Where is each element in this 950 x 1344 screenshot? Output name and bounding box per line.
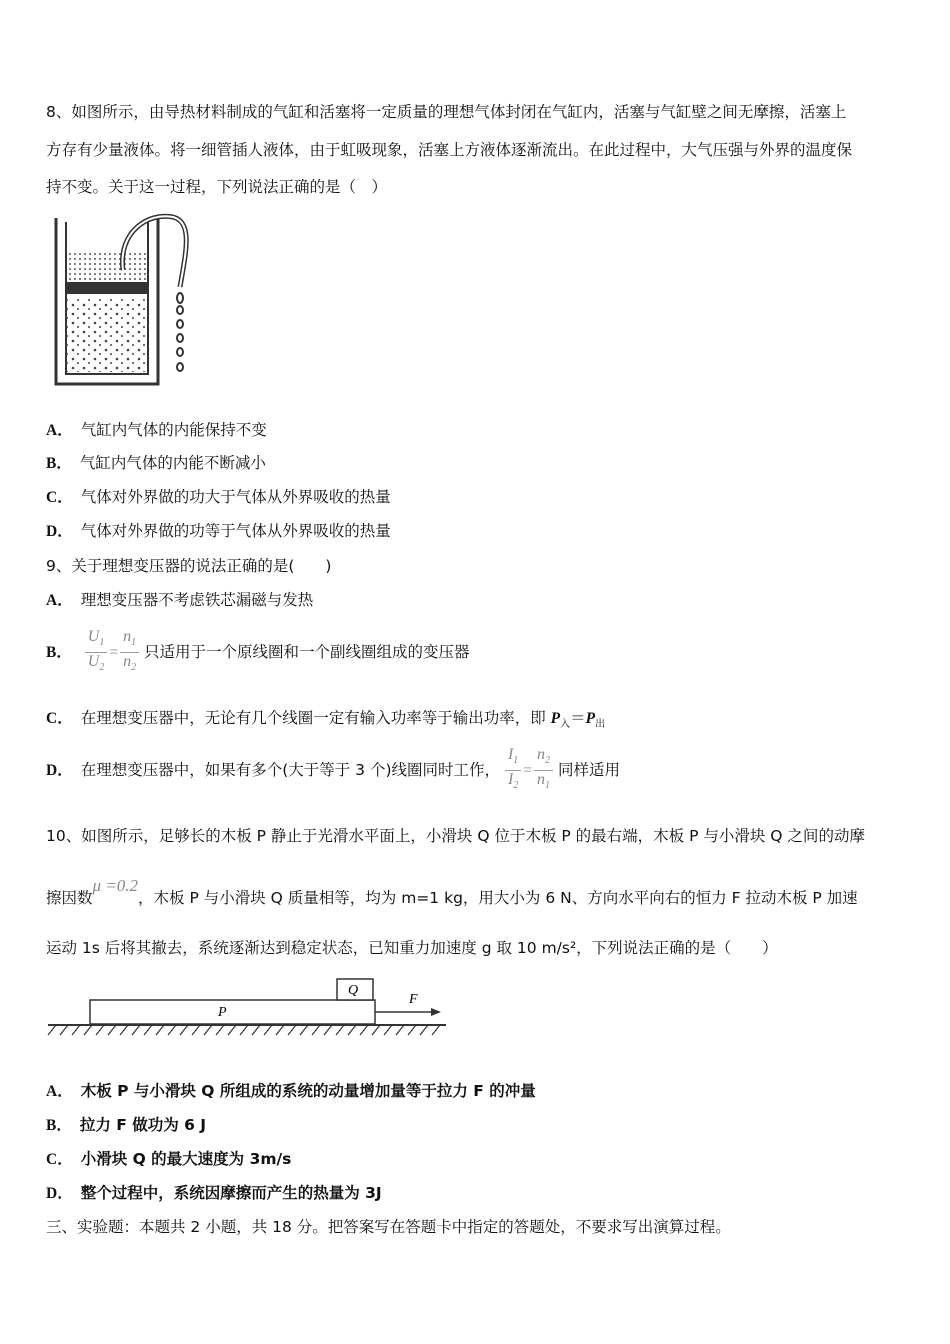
frac-den: n: [123, 653, 132, 671]
option-label: B．: [46, 644, 72, 662]
option-text: 拉力 F 做功为 6 J: [79, 1116, 207, 1134]
option-text: 同样适用: [557, 761, 620, 780]
option-text: 在理想变压器中，无论有几个线圈一定有输入功率等于输出功率，即: [80, 709, 551, 727]
frac-sub: 1: [545, 780, 551, 792]
option-label: C．: [46, 1151, 73, 1168]
option-text: 小滑块 Q 的最大速度为 3m/s: [80, 1150, 292, 1168]
q9-option-d: [46, 746, 620, 795]
q8-option-c: [46, 487, 391, 508]
equals-sign: ＝: [570, 709, 586, 727]
option-label: C．: [46, 489, 73, 506]
option-text: 只适用于一个原线圈和一个副线圈组成的变压器: [144, 643, 470, 662]
power-symbol: P: [550, 710, 561, 727]
frac-den: I: [507, 771, 514, 789]
option-text: 理想变压器不考虑铁芯漏磁与发热: [80, 591, 314, 609]
section-heading: 三、实验题：本题共 2 小题，共 18 分。把答案写在答题卡中指定的答题处，不要求写出演算过程。: [46, 1218, 731, 1236]
option-label: A．: [46, 592, 73, 609]
option-text: 在理想变压器中，如果有多个(大于等于 3 个)线圈同时工作，: [80, 761, 501, 780]
frac-sub: 2: [131, 662, 137, 674]
equals-sign: =: [523, 761, 533, 779]
frac-den: n: [537, 771, 546, 789]
q8-line: 方存有少量液体。将一细管插人液体，由于虹吸现象，活塞上方液体逐渐流出。在此过程中，大气压强与外界的温度保: [46, 141, 853, 159]
q10-option-a: [46, 1081, 536, 1102]
board-p: [90, 1000, 375, 1024]
frac-num: I: [507, 746, 514, 763]
q8-line: 8、如图所示，由导热材料制成的气缸和活塞将一定质量的理想气体封闭在气缸内，活塞与气缸壁之间无摩擦，活塞上: [46, 103, 847, 121]
q9-stem: 9、关于理想变压器的说法正确的是( ): [46, 557, 332, 575]
label-f: F: [409, 992, 418, 1007]
force-arrow-icon: [431, 1008, 441, 1016]
option-label: D．: [46, 1185, 73, 1202]
option-label: A．: [46, 1083, 73, 1100]
label-q: Q: [348, 983, 359, 998]
board-block-figure: [46, 975, 446, 1040]
equals-sign: =: [109, 643, 119, 661]
option-text: 气缸内气体的内能不断减小: [79, 454, 266, 472]
q8-option-d: [46, 521, 391, 542]
frac-sub: 2: [99, 662, 105, 674]
label-p: P: [218, 1005, 227, 1020]
friction-coefficient: μ =0.2: [92, 876, 139, 895]
frac-num: n: [123, 628, 132, 645]
frac-sub: 2: [513, 780, 519, 792]
q10-option-b: [46, 1115, 206, 1136]
option-text: 气缸内气体的内能保持不变: [80, 421, 267, 439]
q9-option-b: [46, 628, 470, 677]
option-text: 气体对外界做的功大于气体从外界吸收的热量: [80, 488, 391, 506]
voltage-ratio-fraction: [85, 628, 108, 677]
frac-num: n: [537, 746, 546, 763]
option-label: C．: [46, 710, 73, 727]
q8-line: 持不变。关于这一过程，下列说法正确的是（ ）: [46, 178, 388, 196]
option-text: 整个过程中，系统因摩擦而产生的热量为 3J: [80, 1184, 382, 1202]
frac-sub: 2: [545, 755, 551, 767]
frac-sub: 1: [99, 637, 105, 649]
siphon-cylinder-figure: [48, 212, 198, 388]
power-symbol: P: [585, 710, 596, 727]
q10-line: 10、如图所示，足够长的木板 P 静止于光滑水平面上，小滑块 Q 位于木板 P 的最右端，木板 P 与小滑块 Q 之间的动摩: [46, 827, 865, 845]
q10-line: [46, 876, 858, 908]
option-label: D．: [46, 523, 73, 540]
option-text: 气体对外界做的功等于气体从外界吸收的热量: [80, 522, 391, 540]
q10-option-d: [46, 1183, 382, 1204]
frac-den: U: [87, 653, 100, 671]
option-label: B．: [46, 455, 72, 472]
option-label: B．: [46, 1117, 72, 1134]
option-label: D．: [46, 762, 73, 780]
q10-text: 擦因数: [46, 889, 93, 907]
current-ratio-fraction: [505, 746, 521, 795]
frac-sub: 1: [131, 637, 137, 649]
subscript-out: 出: [595, 719, 606, 731]
q10-option-c: [46, 1149, 291, 1170]
q9-option-a: [46, 590, 313, 611]
q9-option-c: [46, 708, 605, 735]
q8-option-b: [46, 453, 266, 474]
q10-text: ，木板 P 与小滑块 Q 质量相等，均为 m=1 kg，用大小为 6 N、方向水平向右的恒力 F 拉动木板 P 加速: [138, 889, 858, 907]
turns-ratio-fraction: [534, 746, 553, 795]
turns-ratio-fraction: [120, 628, 139, 677]
subscript-in: 入: [560, 719, 571, 731]
option-text: 木板 P 与小滑块 Q 所组成的系统的动量增加量等于拉力 F 的冲量: [80, 1082, 536, 1100]
option-label: A．: [46, 422, 73, 439]
frac-sub: 1: [513, 755, 519, 767]
frac-num: U: [87, 628, 100, 645]
q8-option-a: [46, 420, 267, 441]
q10-line: 运动 1s 后将其撤去，系统逐渐达到稳定状态，已知重力加速度 g 取 10 m/s²，下列说法正确的是（ ）: [46, 939, 778, 957]
